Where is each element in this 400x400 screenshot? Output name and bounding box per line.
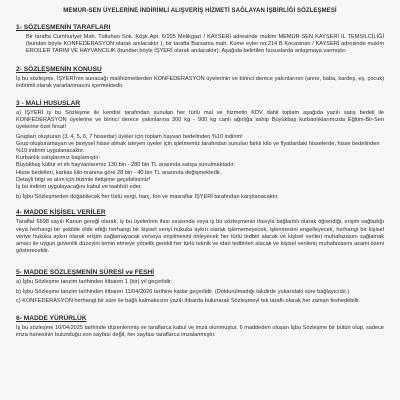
section-4-paragraph: Taraflar 6698 sayılı Kanun gereği olarak, iş bu üyelerinin ifası sırasında veya iş bu sözleşmenin ifasıyla bağlantılı olarak öğrendiği, erişim sağladığı veya herhangi bir şekilde elde ettiği herhangi bir kişisel veriyi hukuka aykırı olarak işlememeyecek, işlenmesini engelleyecek, herhangi bir kişisel veriye hukuka aykırı olarak erişim sağlamayacak ve/veya erişilmesini önleyecek her türlü tedbiri alacak ve kişisel verileri muhafazasını sağlamak amacı ile uygun güvenlik düzeyini temin etmeye yönelik gerekli her türlü teknik ve idari tedbirleri alacak ve kişisel verilerin muhafazasını azami özeni gösterecektir.	[16, 219, 386, 255]
section-5-paragraph-c: c) KONFEDERASYON herhangi bir süre ile bağlı kalmaksızın yazılı ihbarda bulunarak Sözleşmeyi tek taraflı olarak her zaman feshedebilir.	[16, 297, 361, 304]
section-3-line: İş bu indirim uygulayacağını kabul ve taahhüt eder.	[16, 184, 142, 191]
section-4-heading: 4- MADDE KİŞİSEL VERİLER	[16, 209, 106, 217]
section-5-paragraph-a: a) İşbu Sözleşme tanzim tarihinden itibaren 1 (bir) yıl geçerlidir.	[16, 279, 173, 286]
section-2-paragraph: İş bu sözleşme, İŞYERİ'nin sunacağı mal/hizmetlerden KONFEDERASYON üyelerinin ve birinci derece yakınlarının (anne, baba, kardeş, eş, çocuk) indirimli olarak yararlanmasını içermektedir.	[16, 75, 386, 89]
section-1-heading: 1- SÖZLEŞMENİN TARAFLARI	[16, 24, 111, 31]
section-3-line: Hisse bedelleri, karkas kilo oranına göre 28 bin - 40 bin TL arasında değişmektedir.	[16, 169, 222, 176]
section-3-paragraph-b: b) İşbu Sözleşmeden doğabilecek her türlü vergi, harç, fon ve masraflar İŞYERİ tarafından karşılanacaktır.	[16, 194, 279, 201]
section-6-paragraph: İş bu sözleşme 10/04/2025 tarihinde düzenlenmiş ve taraflarca kabul ve imza olunmuştur. 6 maddeden oluşan İşbu Sözleşme bir bütün olup, sadece imza hanesinin bulunduğu son sayfası değil, her sayfası taraflarca imzalanmıştır.	[16, 325, 386, 339]
section-5-paragraph-b: b) İşbu Sözleşme tanzim tarihinden itibaren 11/04/2026 tarihine kadar geçerlidir. (Doldurulmadığı takdirde yukarıdaki süre bağlayıcıdır.)	[16, 288, 350, 295]
section-5-heading: 5- MADDE SÖZLEŞMENİN SÜRESİ ve FESHİ	[16, 269, 155, 277]
section-3-line: Kurbanlık satışlarımız başlamıştır:	[16, 155, 101, 162]
section-2-heading: 2- SÖZLEŞMENİN KONUSU	[16, 65, 102, 73]
section-3-heading: 3 - MALİ HUSUSLAR	[16, 100, 81, 108]
section-3-paragraph-a: a) İŞYERİ iş bu Sözleşme ile kendisi tarafından sunulan her türlü mal ve hizmetin KDV dahil toplam aşağıda yazılı satış bedeli ile KONFEDERASYON üyelerine ve birinci derece yakınlarına 300 kg - 900 kg canlı ağırlığa sahip Büyükbaş kurbanlıklarımızda Eğitim-Bir-Sen üyelerine özel fırsat!	[16, 110, 386, 131]
section-3-line: Detaylı bilgi ve alım için bizimle iletişime geçebilirsiniz!	[16, 176, 151, 183]
section-6-heading: 6- MADDE YÜRÜRLÜK	[16, 315, 87, 323]
section-1-paragraph: Bir tarafta Cumhuriyet Mah. Tutluhan Sok. Köşk Apt. 6/105 Melikgazi / KAYSERİ adresinde mukim MEMUR-SEN KAYSERİ İL TEMSİLCİLİĞİ (bundan böyle KONFEDERASYON olarak anılacaktır ), bir tarafta Barsama mah. Kume evler no:214 B Kocasinan / KAYSERİ adresinde mukim EROILER TARIM VE HAYVANCILIK (bundan böyle İŞYERİ olarak anılacaktır). Aşağıda belirtilen hususlarda anlaşmaya varmıştır.	[26, 34, 386, 55]
document-title: MEMUR-SEN ÜYELERİNE İNDİRİMLİ ALIŞVERİŞ HİZMETİ SAĞLAYAN İŞBİRLİĞİ SÖZLEŞMESİ	[63, 8, 337, 14]
section-3-line: Grupları oluşturan (3, 4, 5, 6, 7 hissedar) üyeler için toplam hayvan bedelinden %10 indirim!	[16, 133, 243, 140]
section-3-line: Büyükbaş kültür et ırk hayvanlarımız 130 bin - 280 bin TL arasında satışa sunulmaktadır.	[16, 162, 235, 169]
section-3-line: Grup oluşturamayan ve bireysel hisse almak isteyen üyeler için işletmemiz tarafından sunulan farklı kilo ve fiyatlardaki hisselerde, hisse bedelinden %10 indirim uygulanacaktır.	[16, 140, 382, 155]
